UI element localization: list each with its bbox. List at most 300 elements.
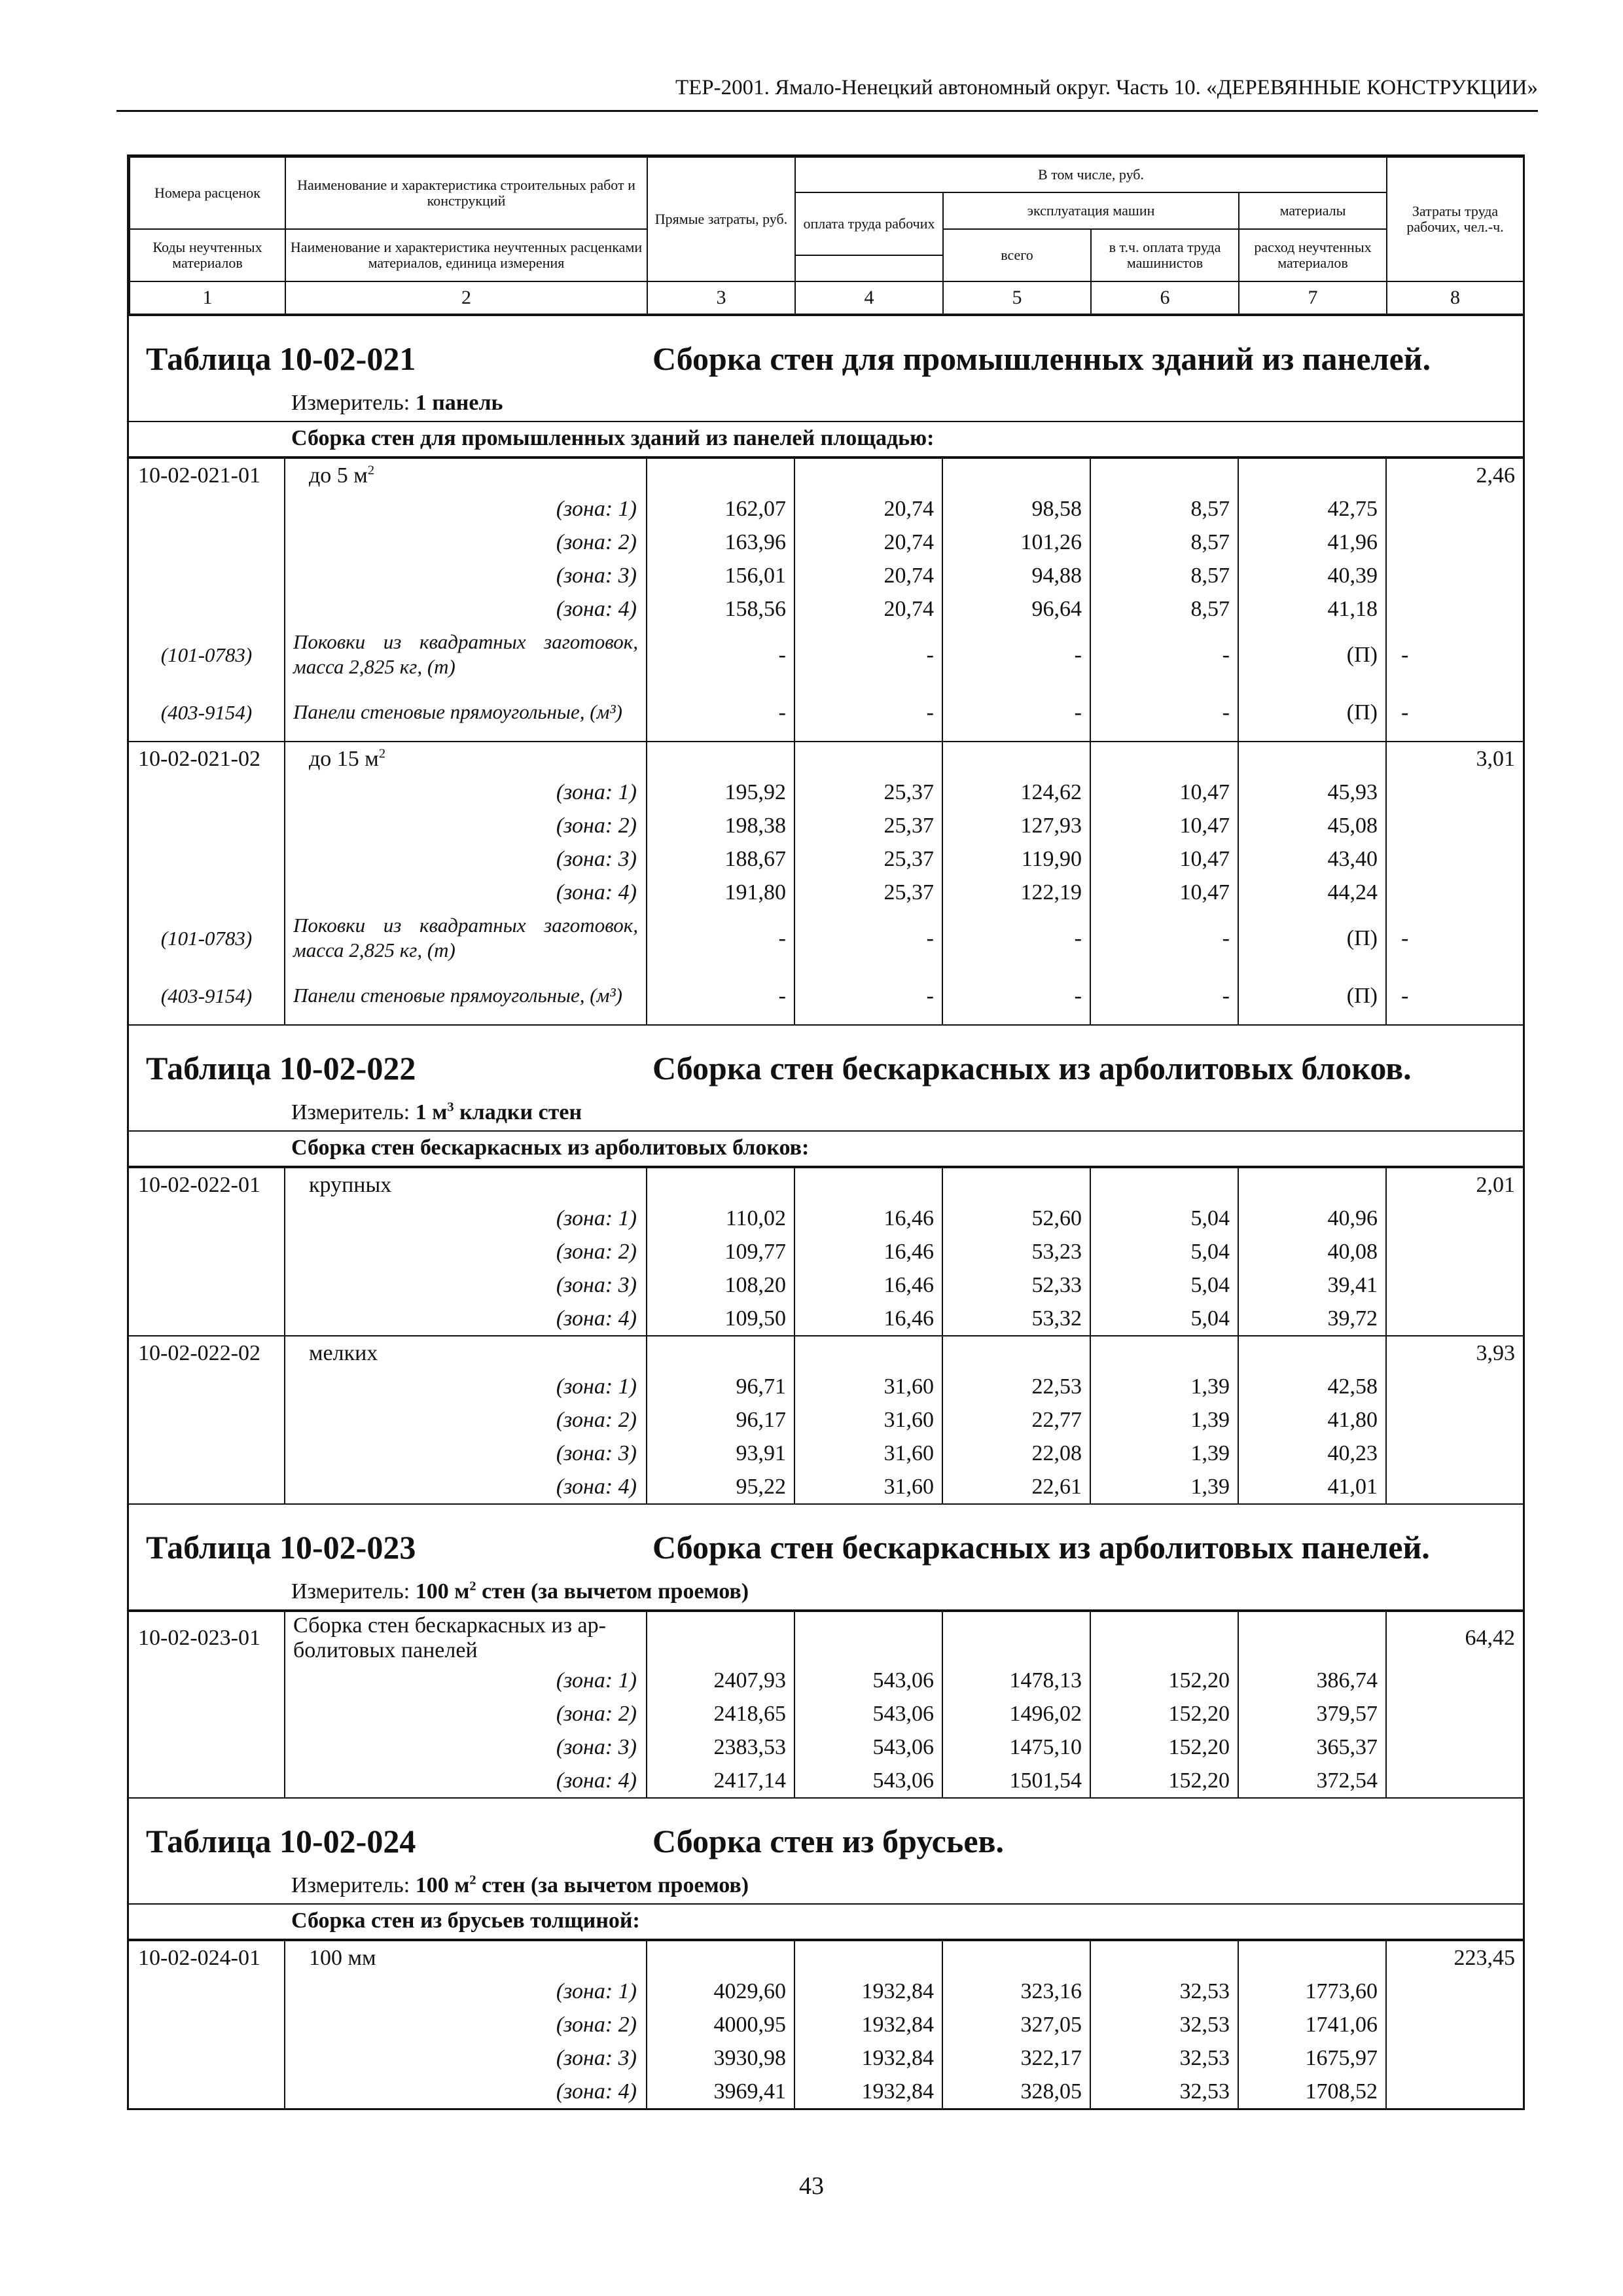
cost-value: 44,24 [1238,876,1386,909]
rate-name: крупных [309,1173,392,1197]
empty-cell [1386,1202,1523,1235]
cost-value: 127,93 [942,809,1090,842]
empty-cell [129,1470,285,1503]
empty-cell [1386,1437,1523,1470]
empty-cell [942,1611,1090,1664]
cost-value: 5,04 [1090,1302,1238,1336]
empty-cell [794,742,942,776]
empty-cell [129,1975,285,2008]
material-value: - [794,967,942,1024]
zone-label: (зона: 3) [285,2041,647,2075]
empty-cell [1238,1168,1386,1202]
cost-value: 31,60 [794,1370,942,1403]
material-row [129,683,1523,742]
cost-value: 2407,93 [647,1664,794,1697]
meter-sup: 2 [469,1579,476,1594]
cost-value: 42,75 [1238,492,1386,526]
cost-value: 20,74 [794,492,942,526]
cost-value: 4029,60 [647,1975,794,2008]
cost-value: 32,53 [1090,1975,1238,2008]
cost-value: 3969,41 [647,2075,794,2108]
meter-value: 1 м [415,1100,448,1124]
table-meter [129,1575,1523,1611]
material-value: - [1090,967,1238,1024]
rate-code: 10-02-022-01 [129,1168,285,1202]
table-title-row [129,1797,1523,1869]
cost-value: 32,53 [1090,2041,1238,2075]
cost-value: 40,39 [1238,559,1386,592]
empty-cell [1238,742,1386,776]
cost-value: 40,96 [1238,1202,1386,1235]
zone-label: (зона: 3) [285,1731,647,1764]
meter-unit [416,1100,582,1124]
col-number: 7 [1239,281,1387,314]
meter-sup: 2 [469,1873,476,1888]
cost-value: 98,58 [942,492,1090,526]
cost-value: 32,53 [1090,2075,1238,2108]
empty-cell [1090,1168,1238,1202]
zone-label: (зона: 2) [285,809,647,842]
zone-row [129,1764,1523,1797]
header-work-name: Наименование и характеристика строительных работ и конструкций [285,157,647,229]
empty-cell [1090,458,1238,492]
empty-cell [129,1403,285,1437]
rate-row [129,1611,1523,1664]
zone-label: (зона: 2) [285,2008,647,2041]
col-number: 1 [130,281,285,314]
cost-value: 124,62 [942,776,1090,809]
empty-cell [129,1268,285,1302]
cost-value: 1478,13 [942,1664,1090,1697]
cost-value: 31,60 [794,1470,942,1503]
zone-row [129,1731,1523,1764]
labor-value: 3,01 [1386,742,1523,776]
table-meter [129,387,1523,422]
cost-value: 109,50 [647,1302,794,1336]
cost-value: 188,67 [647,842,794,876]
empty-cell [129,1235,285,1268]
material-value: (П) [1238,683,1386,742]
cost-value: 108,20 [647,1268,794,1302]
empty-cell [129,776,285,809]
meter-value: 1 панель [415,391,503,415]
material-value: - [647,626,794,683]
rate-name: до 5 м [309,463,368,488]
rate-name-sup: 2 [367,463,375,478]
cost-value: 96,64 [942,592,1090,626]
empty-cell [942,458,1090,492]
meter-value: 100 м [415,1579,470,1604]
zone-row [129,842,1523,876]
zone-row [129,592,1523,626]
page-number: 43 [799,2172,824,2200]
cost-value: 22,61 [942,1470,1090,1503]
material-value: - [942,967,1090,1024]
material-value: - [794,909,942,967]
empty-cell [129,842,285,876]
meter-label: Измеритель: [291,391,410,415]
cost-value: 152,20 [1090,1664,1238,1697]
empty-cell [1386,526,1523,559]
cost-value: 1932,84 [794,1975,942,2008]
empty-cell [129,1437,285,1470]
material-value: - [942,909,1090,967]
cost-value: 22,77 [942,1403,1090,1437]
table-title-row [129,1503,1523,1575]
cost-value: 156,01 [647,559,794,592]
cost-value: 2417,14 [647,1764,794,1797]
meter-value: 100 м [415,1873,470,1897]
cost-value: 543,06 [794,1697,942,1731]
material-row [129,909,1523,967]
empty-cell [647,1168,794,1202]
rate-tables [129,315,1523,2108]
cost-value: 543,06 [794,1764,942,1797]
cost-value: 40,08 [1238,1235,1386,1268]
cost-value: 328,05 [942,2075,1090,2108]
empty-cell [129,809,285,842]
empty-cell [794,1336,942,1370]
cost-value: 1496,02 [942,1697,1090,1731]
empty-cell [1238,1611,1386,1664]
header-machines: эксплуатация машин [943,192,1239,229]
empty-cell [794,1611,942,1664]
zone-label: (зона: 2) [285,1235,647,1268]
cost-value: 43,40 [1238,842,1386,876]
material-labor: - [1401,642,1409,667]
rates-table [129,1940,1523,2108]
column-header [129,156,1524,315]
material-row [129,626,1523,683]
empty-cell [1386,492,1523,526]
empty-cell [129,559,285,592]
cost-value: 10,47 [1090,842,1238,876]
rate-name: до 15 м [309,747,379,771]
empty-cell [1386,1403,1523,1437]
empty-cell [1090,1941,1238,1975]
labor-value: 3,93 [1386,1336,1523,1370]
cost-value: 8,57 [1090,559,1238,592]
header-worker-pay: оплата труда рабочих [795,192,943,255]
col-number: 8 [1387,281,1524,314]
empty-cell [1386,2075,1523,2108]
rates-sheet [127,154,1525,2110]
rates-table [129,1611,1523,1797]
empty-cell [1386,2041,1523,2075]
rate-row [129,1941,1523,1975]
empty-cell [1090,1336,1238,1370]
zone-label: (зона: 4) [285,592,647,626]
header-material-names: Наименование и характеристика неучтенных расценками материалов, единица измерения [285,229,647,281]
empty-cell [1238,458,1386,492]
cost-value: 25,37 [794,842,942,876]
material-code: (403-9154) [129,683,285,742]
empty-cell [1386,1975,1523,2008]
cost-value: 16,46 [794,1235,942,1268]
empty-cell [1386,2008,1523,2041]
cost-value: 327,05 [942,2008,1090,2041]
cost-value: 20,74 [794,592,942,626]
zone-row [129,526,1523,559]
empty-cell [1386,1302,1523,1336]
cost-value: 191,80 [647,876,794,909]
cost-value: 52,60 [942,1202,1090,1235]
empty-cell [129,1697,285,1731]
cost-value: 95,22 [647,1470,794,1503]
zone-label: (зона: 4) [285,1470,647,1503]
cost-value: 1675,97 [1238,2041,1386,2075]
material-value: - [794,683,942,742]
cost-value: 119,90 [942,842,1090,876]
header-material-codes: Коды неучтенных материалов [130,229,285,281]
empty-cell [1238,1941,1386,1975]
empty-cell [1090,1611,1238,1664]
cost-value: 41,80 [1238,1403,1386,1437]
empty-cell [129,1731,285,1764]
empty-cell [129,1202,285,1235]
empty-cell [1386,842,1523,876]
cost-value: 322,17 [942,2041,1090,2075]
header-labor-costs: Затраты труда рабочих, чел.-ч. [1387,157,1524,281]
cost-value: 25,37 [794,776,942,809]
material-value: - [794,626,942,683]
cost-value: 1,39 [1090,1470,1238,1503]
cost-value: 152,20 [1090,1697,1238,1731]
cost-value: 110,02 [647,1202,794,1235]
zone-label: (зона: 4) [285,1302,647,1336]
table-title-row [129,315,1523,387]
empty-cell [129,1764,285,1797]
cost-value: 20,74 [794,526,942,559]
material-value: - [942,683,1090,742]
cost-value: 45,93 [1238,776,1386,809]
meter-unit [416,1873,749,1897]
cost-value: 53,32 [942,1302,1090,1336]
zone-label: (зона: 1) [285,1202,647,1235]
material-value: - [1090,626,1238,683]
zone-row [129,559,1523,592]
cost-value: 195,92 [647,776,794,809]
table-code: Таблица 10-02-022 [146,1050,416,1086]
zone-label: (зона: 3) [285,1437,647,1470]
cost-value: 163,96 [647,526,794,559]
meter-sup: 3 [447,1100,454,1115]
cost-value: 122,19 [942,876,1090,909]
cost-value: 372,54 [1238,1764,1386,1797]
empty-cell [129,1302,285,1336]
cost-value: 1,39 [1090,1403,1238,1437]
zone-row [129,1403,1523,1437]
meter-tail: стен (за вычетом проемов) [476,1873,749,1897]
header-direct-costs: Прямые затраты, руб. [647,157,795,281]
empty-cell [129,876,285,909]
rate-row [129,458,1523,492]
cost-value: 31,60 [794,1437,942,1470]
empty-cell [1386,1664,1523,1697]
cost-value: 162,07 [647,492,794,526]
empty-cell [647,1941,794,1975]
col-number: 5 [943,281,1091,314]
cost-value: 152,20 [1090,1731,1238,1764]
cost-value: 42,58 [1238,1370,1386,1403]
cost-value: 5,04 [1090,1235,1238,1268]
cost-value: 386,74 [1238,1664,1386,1697]
cost-value: 52,33 [942,1268,1090,1302]
meter-tail: кладки стен [454,1100,582,1124]
table-code: Таблица 10-02-021 [146,340,416,377]
material-name: Панели стеновые прямоугольные, (м³) [285,967,647,1024]
material-code: (101-0783) [129,626,285,683]
cost-value: 20,74 [794,559,942,592]
zone-label: (зона: 1) [285,776,647,809]
zone-row [129,1437,1523,1470]
empty-cell [794,1168,942,1202]
empty-cell [129,2075,285,2108]
table-meter [129,1869,1523,1905]
meter-unit [416,1579,749,1604]
rate-name-cell [285,742,647,776]
zone-label: (зона: 4) [285,1764,647,1797]
material-labor: - [1401,925,1409,950]
rate-row [129,742,1523,776]
header-rate-numbers: Номера расценок [130,157,285,229]
empty-cell [942,742,1090,776]
section-heading: Сборка стен для промышленных зданий из панелей площадью: [129,422,1523,457]
zone-label: (зона: 4) [285,2075,647,2108]
meter-unit [416,391,503,415]
cost-value: 16,46 [794,1302,942,1336]
empty-cell [1386,1268,1523,1302]
cost-value: 101,26 [942,526,1090,559]
cost-value: 96,71 [647,1370,794,1403]
meter-tail: стен (за вычетом проемов) [476,1579,749,1604]
empty-cell [1386,776,1523,809]
cost-value: 152,20 [1090,1764,1238,1797]
zone-label: (зона: 3) [285,842,647,876]
material-code: (403-9154) [129,967,285,1024]
empty-cell [942,1336,1090,1370]
cost-value: 31,60 [794,1403,942,1437]
empty-cell [1386,1731,1523,1764]
empty-cell [1386,1697,1523,1731]
material-code: (101-0783) [129,909,285,967]
rate-row [129,1168,1523,1202]
rates-table [129,457,1523,1024]
labor-value: 2,01 [1386,1168,1523,1202]
empty-cell [647,742,794,776]
material-row [129,967,1523,1024]
empty-cell [1386,809,1523,842]
cost-value: 198,38 [647,809,794,842]
rate-name-cell [285,1611,647,1664]
empty-cell [129,2041,285,2075]
rate-code: 10-02-024-01 [129,1941,285,1975]
rate-code: 10-02-021-02 [129,742,285,776]
cost-value: 5,04 [1090,1202,1238,1235]
cost-value: 93,91 [647,1437,794,1470]
col-number: 2 [285,281,647,314]
empty-cell [1090,742,1238,776]
zone-row [129,1664,1523,1697]
zone-row [129,1268,1523,1302]
zone-row [129,809,1523,842]
empty-cell [1386,1764,1523,1797]
meter-label: Измеритель: [291,1100,410,1124]
zone-row [129,876,1523,909]
header-machines-total: всего [943,229,1091,281]
empty-cell [129,492,285,526]
cost-value: 10,47 [1090,809,1238,842]
empty-cell [129,2008,285,2041]
cost-value: 10,47 [1090,776,1238,809]
labor-value: 2,46 [1386,458,1523,492]
material-labor: - [1401,700,1409,725]
rate-code: 10-02-023-01 [129,1611,285,1664]
cost-value: 323,16 [942,1975,1090,2008]
rate-name-cell [285,1336,647,1370]
table-code: Таблица 10-02-024 [146,1823,416,1859]
rate-code: 10-02-021-01 [129,458,285,492]
table-code: Таблица 10-02-023 [146,1529,416,1566]
zone-row [129,1202,1523,1235]
cost-value: 10,47 [1090,876,1238,909]
material-labor: - [1401,983,1409,1008]
material-name: Поковки из квадратных заготовок, масса 2,825 кг, (т) [285,626,647,683]
running-header-text: ТЕР-2001. Ямало-Ненецкий автономный округ. Часть 10. «ДЕРЕВЯННЫЕ КОНСТРУКЦИИ» [675,76,1538,99]
col-number: 6 [1091,281,1239,314]
cost-value: 41,96 [1238,526,1386,559]
empty-cell [1238,1336,1386,1370]
cost-value: 1,39 [1090,1437,1238,1470]
cost-value: 1475,10 [942,1731,1090,1764]
section-heading: Сборка стен из брусьев толщиной: [129,1905,1523,1940]
header-unaccounted-materials: расход неучтенных материалов [1239,229,1387,281]
empty-cell [794,458,942,492]
cost-value: 41,01 [1238,1470,1386,1503]
empty-cell [1386,876,1523,909]
cost-value: 39,41 [1238,1268,1386,1302]
cost-value: 8,57 [1090,492,1238,526]
meter-label: Измеритель: [291,1873,410,1897]
empty-cell [129,526,285,559]
zone-label: (зона: 1) [285,492,647,526]
cost-value: 39,72 [1238,1302,1386,1336]
rate-name-cell [285,458,647,492]
rate-name-cell [285,1941,647,1975]
empty-cell [647,458,794,492]
material-value: - [647,683,794,742]
cost-value: 1708,52 [1238,2075,1386,2108]
cost-value: 41,18 [1238,592,1386,626]
zone-row [129,2041,1523,2075]
table-title-row [129,1024,1523,1096]
cost-value: 109,77 [647,1235,794,1268]
cost-value: 1501,54 [942,1764,1090,1797]
meter-label: Измеритель: [291,1579,410,1604]
empty-cell [794,1941,942,1975]
cost-value: 96,17 [647,1403,794,1437]
zone-label: (зона: 1) [285,1370,647,1403]
header-machinist-pay: в т.ч. оплата труда машинистов [1091,229,1239,281]
material-value: - [1090,683,1238,742]
table-title: Сборка стен из брусьев. [652,1823,1005,1859]
empty-cell [1386,1370,1523,1403]
zone-row [129,1370,1523,1403]
zone-row [129,1697,1523,1731]
zone-label: (зона: 3) [285,559,647,592]
material-value: (П) [1238,967,1386,1024]
cost-value: 1,39 [1090,1370,1238,1403]
